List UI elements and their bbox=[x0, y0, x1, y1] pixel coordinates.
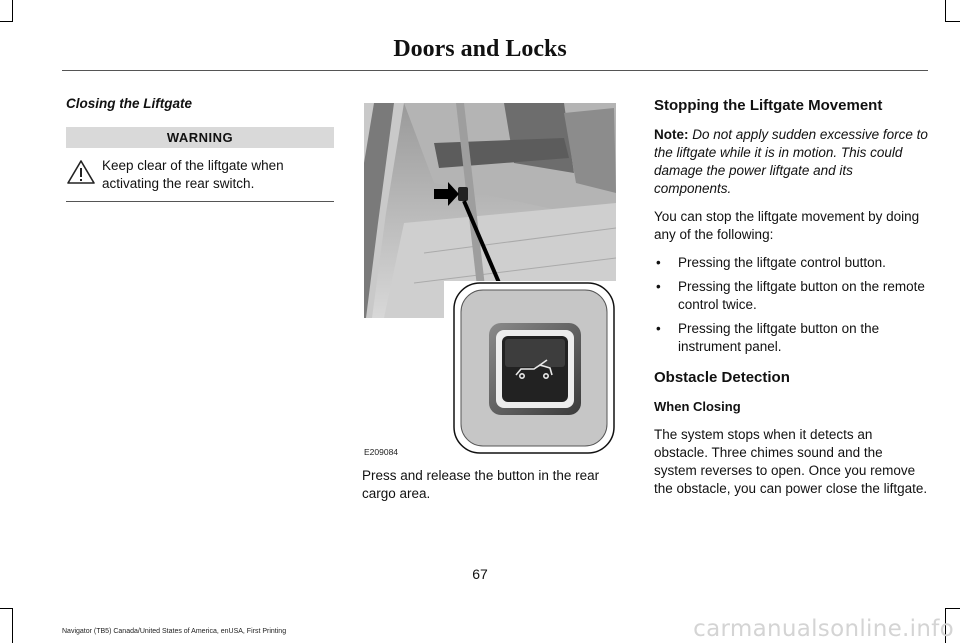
crop-mark bbox=[945, 0, 946, 22]
crop-mark bbox=[0, 608, 13, 609]
right-column bbox=[654, 96, 928, 508]
warning-label: WARNING bbox=[66, 127, 334, 148]
crop-mark bbox=[945, 21, 960, 22]
section-subheading: When Closing bbox=[654, 399, 741, 414]
crop-mark bbox=[945, 608, 960, 609]
warning-icon bbox=[66, 159, 96, 185]
warning-text: Keep clear of the liftgate when activating the rear switch. bbox=[102, 158, 284, 191]
crop-mark bbox=[12, 0, 13, 22]
switch-closeup-inset bbox=[454, 283, 614, 453]
list-item: • Pressing the liftgate button on the remote control twice. bbox=[656, 279, 925, 312]
liftgate-switch-illustration bbox=[364, 103, 616, 457]
section-heading: Obstacle Detection bbox=[654, 369, 790, 386]
note-text: Do not apply sudden excessive force to the liftgate while it is in motion. This could damage the power liftgate and its components. bbox=[654, 127, 928, 196]
section-subheading: Closing the Liftgate bbox=[66, 96, 192, 111]
page-title: Doors and Locks bbox=[393, 36, 567, 62]
warning-box bbox=[66, 148, 334, 202]
body-paragraph: The system stops when it detects an obstacle. Three chimes sound and the system reverses to open. Once you remove the obstacle, you can power close the liftgate. bbox=[654, 427, 928, 496]
list-item: • Pressing the liftgate control button. bbox=[656, 255, 886, 270]
figure-caption: Press and release the button in the rear cargo area. bbox=[362, 468, 600, 501]
note-paragraph bbox=[654, 126, 928, 198]
section-heading: Stopping the Liftgate Movement bbox=[654, 97, 883, 114]
crop-mark bbox=[0, 21, 13, 22]
note-label: Note: bbox=[654, 127, 689, 142]
footer-text: Navigator (TB5) Canada/United States of America, enUSA, First Printing bbox=[62, 628, 287, 635]
intro-paragraph: You can stop the liftgate movement by doing any of the following: bbox=[654, 209, 920, 242]
list-item: • Pressing the liftgate button on the instrument panel. bbox=[656, 321, 880, 354]
bullet-list bbox=[654, 254, 928, 356]
header-rule bbox=[62, 70, 928, 71]
left-column bbox=[66, 96, 334, 202]
page-number: 67 bbox=[472, 566, 488, 582]
crop-mark bbox=[12, 608, 13, 643]
watermark: carmanualsonline.info bbox=[693, 616, 954, 642]
figure-code: E209084 bbox=[364, 447, 399, 457]
